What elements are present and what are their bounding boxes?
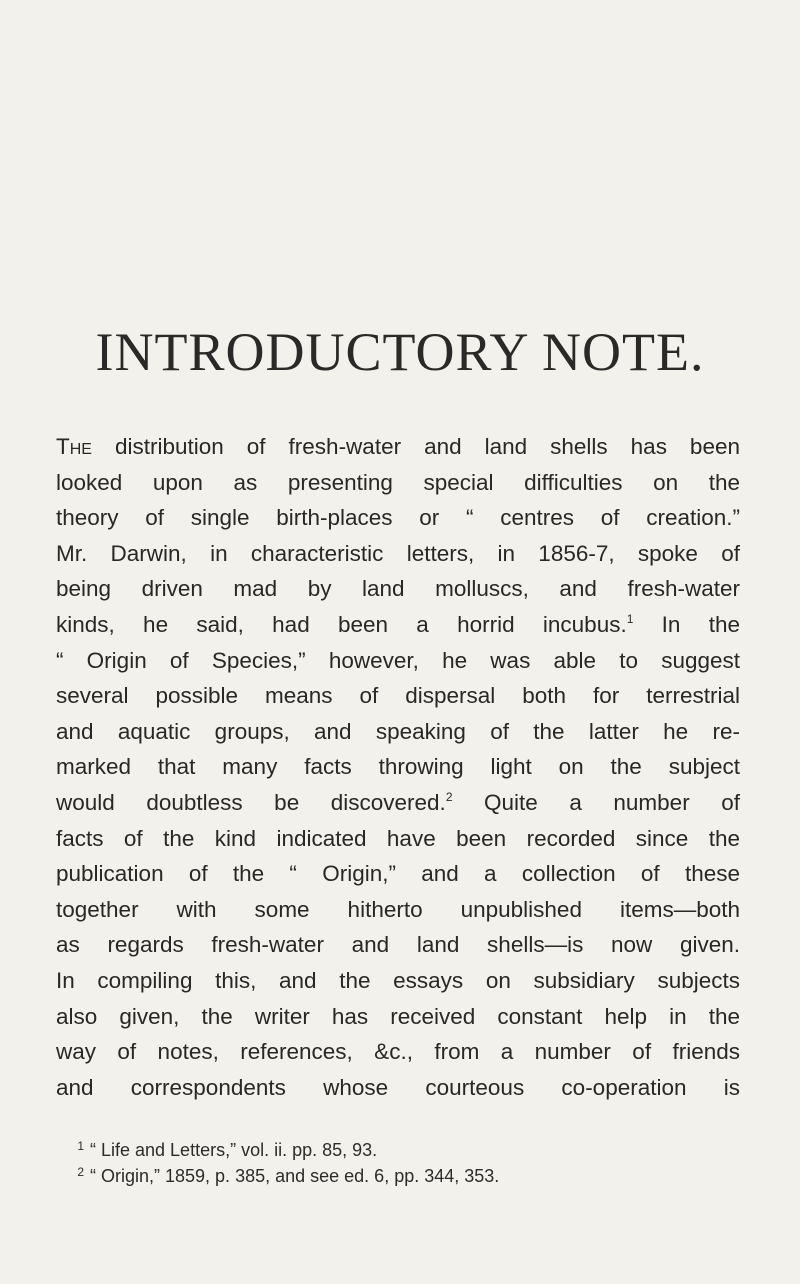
body-paragraph	[56, 429, 740, 1105]
text-line: theory of single birth-places or “ centres of creation.”	[56, 505, 740, 531]
page-title: INTRODUCTORY NOTE.	[95, 322, 705, 382]
lead-word: The	[56, 434, 92, 459]
text-line: looked upon as presenting special difficulties on the	[56, 469, 740, 495]
text-line: would doubtless be discovered.$^2$ Quite a number of	[56, 789, 740, 815]
text-line: marked that many facts throwing light on the subject	[56, 754, 740, 780]
text-line: Mr. Darwin, in characteristic letters, in 1856-7, spoke of	[56, 540, 740, 566]
footnote	[56, 1159, 746, 1189]
text-line: several possible means of dispersal both for terrestrial	[56, 683, 740, 709]
text-line: and correspondents whose courteous co-operation is	[56, 1074, 740, 1100]
footnote-mark: 1	[77, 1139, 84, 1153]
text-line: kinds, he said, had been a horrid incubus.$^1$ In the	[56, 611, 741, 637]
footnote-text: “ Life and Letters,” vol. ii. pp. 85, 93.	[90, 1140, 378, 1160]
text-line: “ Origin of Species,” however, he was able to suggest	[56, 647, 740, 673]
text-line: as regards fresh-water and land shells—is now given.	[56, 932, 740, 958]
footnote-text: “ Origin,” 1859, p. 385, and see ed. 6, pp. 344, 353.	[90, 1166, 500, 1186]
text-line: being driven mad by land molluscs, and fresh-water	[56, 576, 740, 602]
text-line: In compiling this, and the essays on subsidiary subjects	[56, 967, 740, 993]
text-line: way of notes, references, &c., from a number of friends	[56, 1039, 740, 1065]
footnote-reference[interactable]: 1	[626, 611, 634, 626]
text-line: and aquatic groups, and speaking of the latter he re-	[56, 718, 740, 744]
text-line: The distribution of fresh-water and land shells has been	[56, 434, 740, 459]
footnote-mark: 2	[77, 1165, 84, 1179]
text-line: together with some hitherto unpublished items—both	[56, 896, 740, 922]
text-line: publication of the “ Origin,” and a collection of these	[56, 861, 740, 887]
text-line: facts of the kind indicated have been recorded since the	[56, 825, 740, 851]
text-line: also given, the writer has received constant help in the	[56, 1003, 740, 1029]
footnote-reference[interactable]: 2	[445, 789, 453, 804]
